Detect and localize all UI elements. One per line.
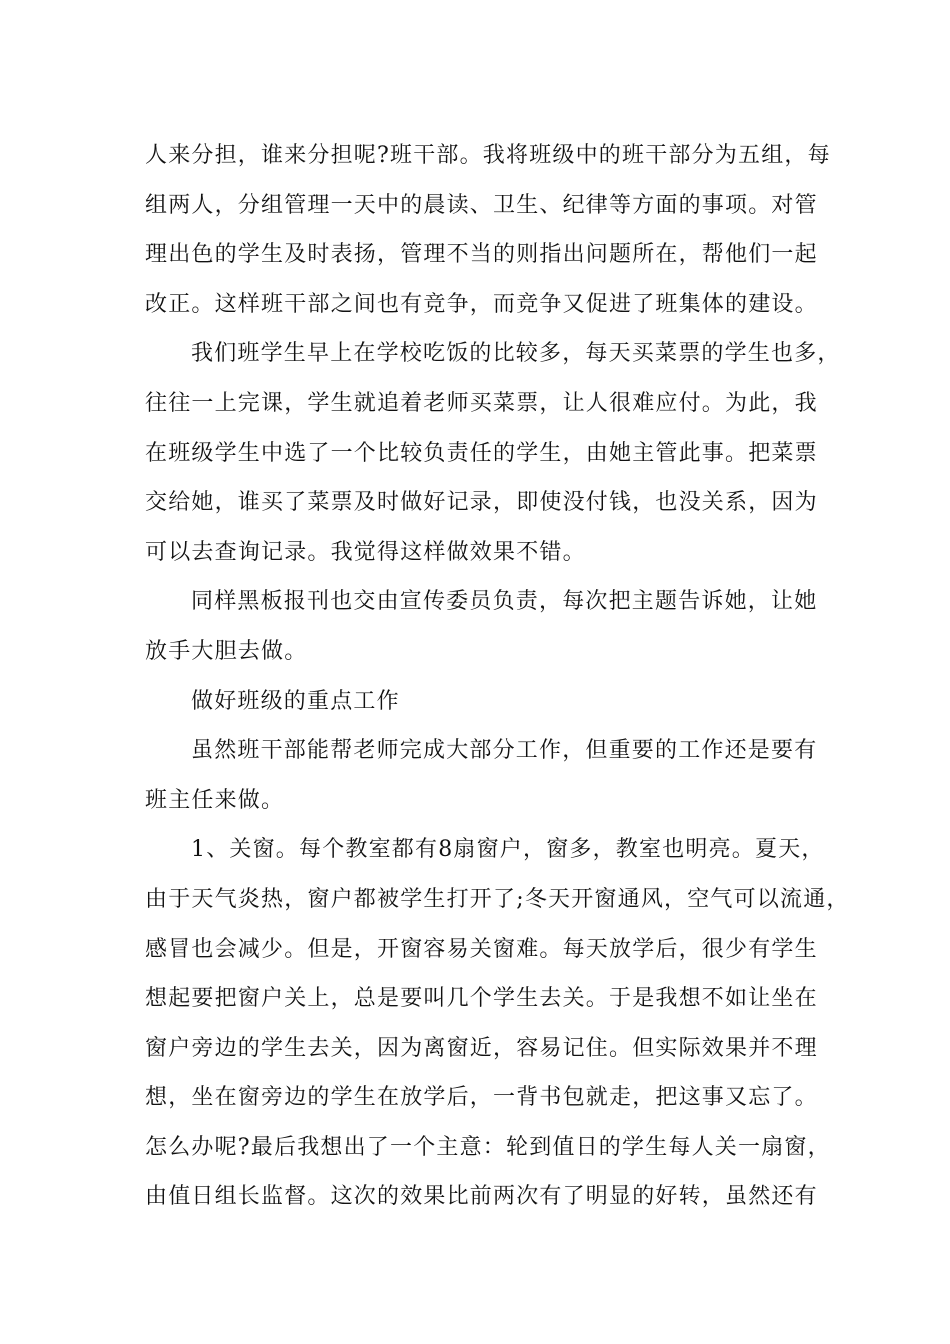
text-line: 由值日组长监督。这次的效果比前两次有了明显的好转，虽然还有: [145, 1184, 818, 1210]
text-line: 由于天气炎热，窗户都被学生打开了;冬天开窗通风，空气可以流通，: [145, 886, 850, 912]
section-heading: 做好班级的重点工作: [191, 688, 400, 714]
paragraph-start-line: 1、关窗。每个教室都有8扇窗户，窗多，教室也明亮。夏天，: [191, 837, 825, 863]
paragraph-start-line: 同样黑板报刊也交由宣传委员负责，每次把主题告诉她，让她: [191, 589, 818, 615]
paragraph-start-line: 我们班学生早上在学校吃饭的比较多，每天买菜票的学生也多，: [191, 341, 841, 367]
text-line: 组两人，分组管理一天中的晨读、卫生、纪律等方面的事项。对管: [145, 192, 818, 218]
text-line: 往往一上完课，学生就追着老师买菜票，让人很难应付。为此，我: [145, 390, 818, 416]
text-line: 人来分担，谁来分担呢?班干部。我将班级中的班干部分为五组，每: [145, 143, 831, 168]
text-line: 班主任来做。: [145, 787, 285, 813]
text-line: 理出色的学生及时表扬，管理不当的则指出问题所在，帮他们一起: [145, 242, 818, 268]
text-line: 窗户旁边的学生去关，因为离窗近，容易记住。但实际效果并不理: [145, 1035, 818, 1061]
text-line: 交给她，谁买了菜票及时做好记录，即使没付钱，也没关系，因为: [145, 490, 818, 516]
document-body: [145, 131, 850, 1222]
text-line: 怎么办呢?最后我想出了一个主意：轮到值日的学生每人关一扇窗，: [145, 1134, 831, 1160]
text-line: 感冒也会减少。但是，开窗容易关窗难。每天放学后，很少有学生: [145, 936, 818, 962]
text-line: 可以去查询记录。我觉得这样做效果不错。: [145, 539, 586, 565]
text-line: 放手大胆去做。: [145, 638, 308, 664]
paragraph-start-line: 虽然班干部能帮老师完成大部分工作，但重要的工作还是要有: [191, 738, 818, 764]
text-line: 改正。这样班干部之间也有竞争，而竞争又促进了班集体的建设。: [145, 291, 818, 317]
text-line: 在班级学生中选了一个比较负责任的学生，由她主管此事。把菜票: [145, 440, 818, 466]
text-line: 想，坐在窗旁边的学生在放学后，一背书包就走，把这事又忘了。: [145, 1085, 818, 1111]
text-line: 想起要把窗户关上，总是要叫几个学生去关。于是我想不如让坐在: [145, 986, 818, 1012]
